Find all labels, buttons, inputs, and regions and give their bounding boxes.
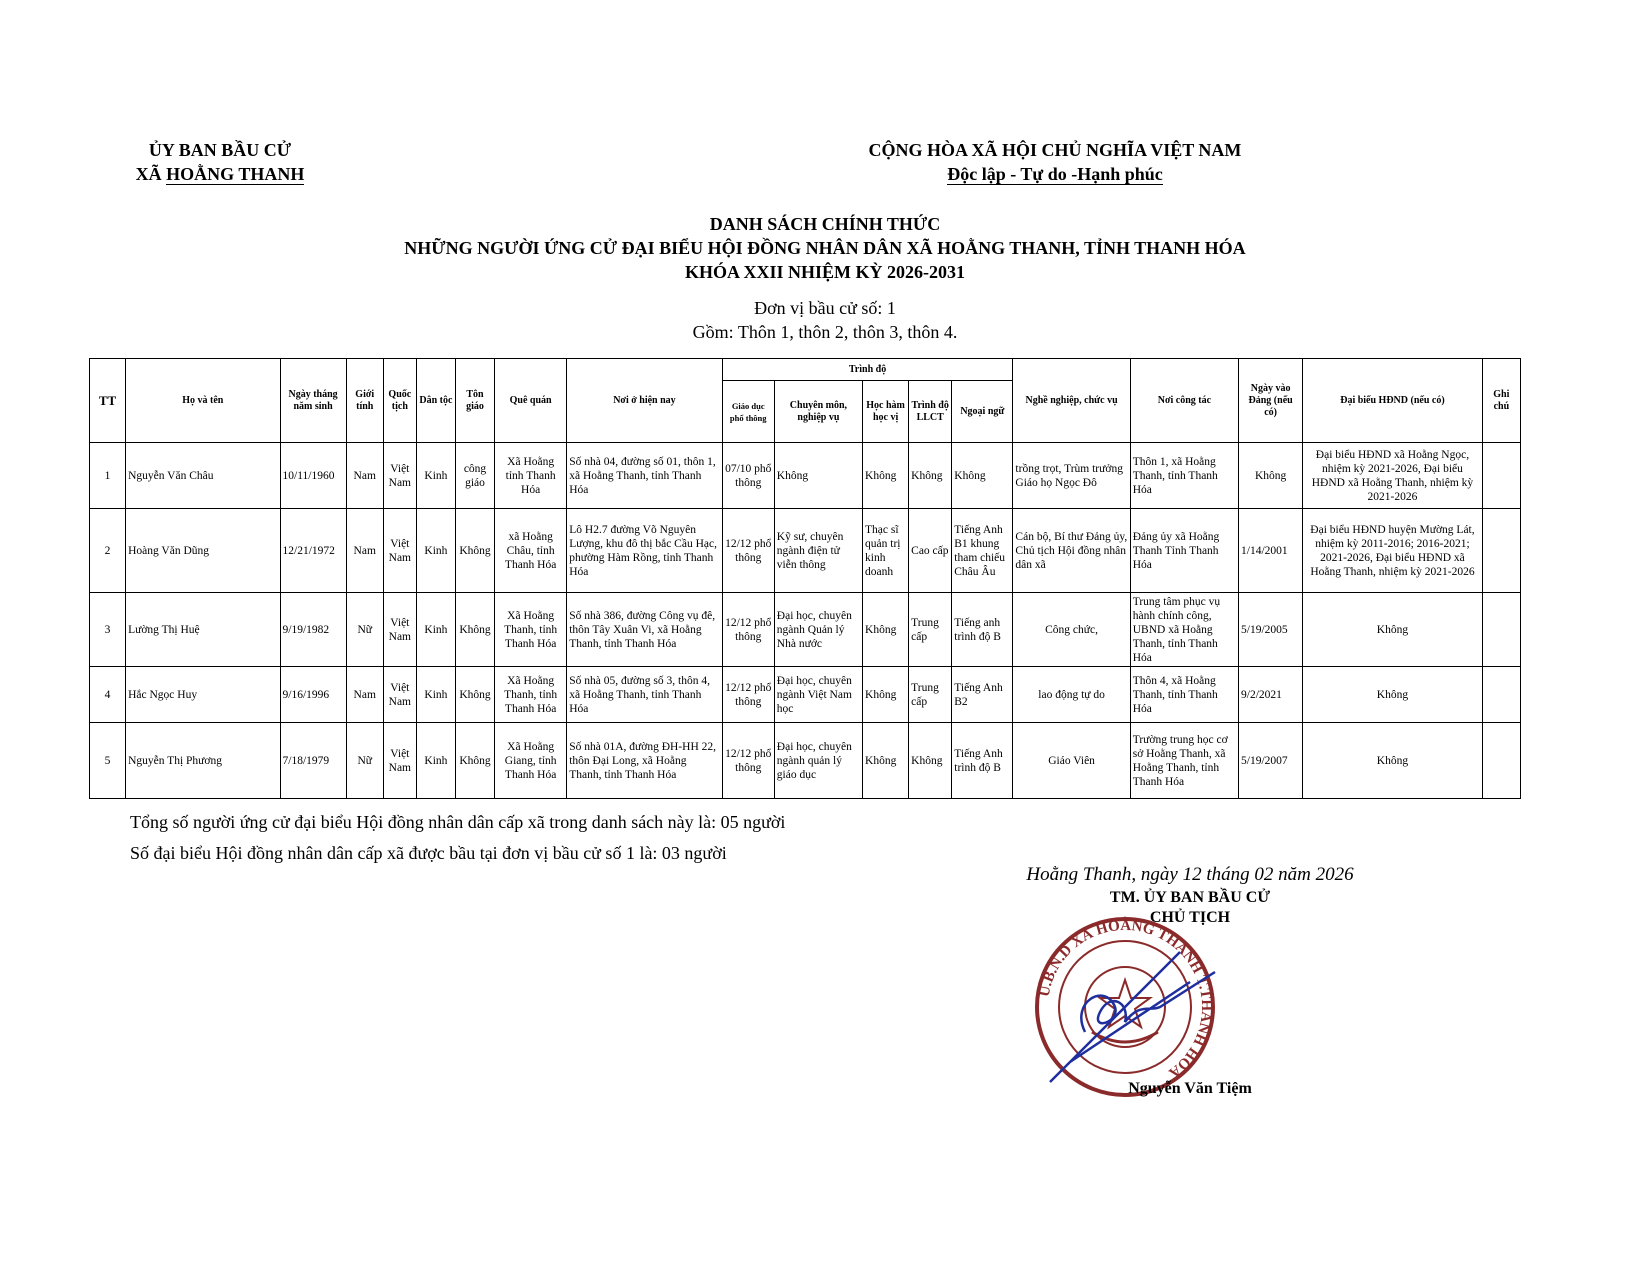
name-cell: Hắc Ngọc Huy — [126, 667, 280, 723]
ethnicity-cell: Kinh — [416, 443, 455, 509]
religion-cell: Không — [455, 509, 494, 593]
general-edu-cell: 12/12 phổ thông — [722, 509, 774, 593]
signing-title: CHỦ TỊCH — [1149, 909, 1231, 926]
col-academic: Học hàm học vị — [863, 381, 909, 443]
gender-cell: Nam — [346, 443, 383, 509]
col-specialty: Chuyên môn, nghiệp vụ — [774, 381, 862, 443]
col-language: Ngoại ngữ — [952, 381, 1013, 443]
summary-total: Tổng số người ứng cử đại biểu Hội đồng nhân dân cấp xã trong danh sách này là: 05 người — [130, 812, 786, 832]
political-cell: Không — [909, 723, 952, 799]
workplace-cell: Thôn 1, xã Hoằng Thanh, tỉnh Thanh Hóa — [1130, 443, 1238, 509]
council-cell: Đại biểu HĐND huyện Mường Lát, nhiệm kỳ 2011-2016; 2016-2021; 2021-2026, Đại biểu HĐND xã Hoằng Thanh, nhiệm kỳ 2021-2026 — [1303, 509, 1483, 593]
note-cell — [1482, 667, 1520, 723]
party-date-cell: Không — [1239, 443, 1303, 509]
col-ethnicity: Dân tộc — [416, 359, 455, 443]
nationality-cell: Việt Nam — [383, 509, 416, 593]
council-cell: Không — [1303, 723, 1483, 799]
dob-cell: 9/19/1982 — [280, 593, 346, 667]
col-tt-cell: 5 — [90, 723, 126, 799]
dob-cell: 7/18/1979 — [280, 723, 346, 799]
occupation-cell: Cán bộ, Bí thư Đảng ủy, Chủ tịch Hội đồng nhân dân xã — [1013, 509, 1130, 593]
religion-cell: Không — [455, 723, 494, 799]
specialty-cell: Đại học, chuyên ngành Việt Nam học — [774, 667, 862, 723]
dob-cell: 10/11/1960 — [280, 443, 346, 509]
col-workplace: Nơi công tác — [1130, 359, 1238, 443]
note-cell — [1482, 593, 1520, 667]
party-date-cell: 1/14/2001 — [1239, 509, 1303, 593]
authority-line2-prefix: XÃ — [135, 164, 167, 184]
gender-cell: Nữ — [346, 593, 383, 667]
note-cell — [1482, 723, 1520, 799]
hometown-cell: Xã Hoằng Thanh, tỉnh Thanh Hóa — [495, 593, 567, 667]
residence-cell: Số nhà 05, đường số 3, thôn 4, xã Hoằng Thanh, tỉnh Thanh Hóa — [567, 667, 722, 723]
col-nationality: Quốc tịch — [383, 359, 416, 443]
col-religion: Tôn giáo — [455, 359, 494, 443]
name-cell: Hoàng Văn Dũng — [126, 509, 280, 593]
table-row — [90, 593, 1521, 667]
table-header-row — [90, 359, 1521, 381]
col-tt-cell: 1 — [90, 443, 126, 509]
residence-cell: Số nhà 386, đường Công vụ đê, thôn Tây Xuân Vi, xã Hoằng Thanh, tỉnh Thanh Hóa — [567, 593, 722, 667]
nationality-cell: Việt Nam — [383, 667, 416, 723]
residence-cell: Lô H2.7 đường Võ Nguyên Lượng, khu đô thị bắc Cầu Hạc, phường Hàm Rồng, tỉnh Thanh Hóa — [567, 509, 722, 593]
gender-cell: Nam — [346, 509, 383, 593]
col-dob: Ngày tháng năm sinh — [280, 359, 346, 443]
specialty-cell: Đại học, chuyên ngành Quản lý Nhà nước — [774, 593, 862, 667]
religion-cell: công giáo — [455, 443, 494, 509]
motto: Độc lập - Tự do -Hạnh phúc — [947, 164, 1163, 184]
issuing-authority — [95, 138, 345, 186]
unit-number: Đơn vị bầu cử số: 1 — [754, 298, 896, 318]
note-cell — [1482, 443, 1520, 509]
name-cell: Nguyễn Văn Châu — [126, 443, 280, 509]
table-row — [90, 443, 1521, 509]
title-line1: DANH SÁCH CHÍNH THỨC — [709, 214, 941, 234]
residence-cell: Số nhà 01A, đường ĐH-HH 22, thôn Đại Long, xã Hoằng Thanh, tỉnh Thanh Hóa — [567, 723, 722, 799]
col-party-date: Ngày vào Đảng (nếu có) — [1239, 359, 1303, 443]
dob-cell: 12/21/1972 — [280, 509, 346, 593]
council-cell: Không — [1303, 593, 1483, 667]
col-education-group: Trình độ — [722, 359, 1013, 381]
academic-cell: Không — [863, 593, 909, 667]
authority-line2-underlined: HOẰNG THANH — [166, 164, 305, 184]
occupation-cell: lao động tự do — [1013, 667, 1130, 723]
col-tt-cell: 4 — [90, 667, 126, 723]
document-title — [0, 212, 1650, 284]
authority-line2 — [95, 162, 345, 186]
place-date: Hoằng Thanh, ngày 12 tháng 02 năm 2026 — [1026, 864, 1354, 885]
col-tt-cell: 3 — [90, 593, 126, 667]
religion-cell: Không — [455, 593, 494, 667]
nationality-cell: Việt Nam — [383, 593, 416, 667]
signer-name: Nguyễn Văn Tiệm — [1128, 1080, 1252, 1097]
political-cell: Trung cấp — [909, 667, 952, 723]
title-line2: NHỮNG NGƯỜI ỨNG CỬ ĐẠI BIỂU HỘI ĐỒNG NHÂN DÂN XÃ HOẰNG THANH, TỈNH THANH HÓA — [404, 238, 1246, 258]
ethnicity-cell: Kinh — [416, 667, 455, 723]
name-cell: Lường Thị Huệ — [126, 593, 280, 667]
language-cell: Không — [952, 443, 1013, 509]
ethnicity-cell: Kinh — [416, 509, 455, 593]
specialty-cell: Kỹ sư, chuyên ngành điện tử viễn thông — [774, 509, 862, 593]
signing-org: TM. ỦY BAN BẦU CỬ — [1109, 889, 1271, 906]
col-political: Trình độ LLCT — [909, 381, 952, 443]
hometown-cell: xã Hoằng Châu, tỉnh Thanh Hóa — [495, 509, 567, 593]
col-note: Ghi chú — [1482, 359, 1520, 443]
specialty-cell: Không — [774, 443, 862, 509]
political-cell: Trung cấp — [909, 593, 952, 667]
gender-cell: Nữ — [346, 723, 383, 799]
occupation-cell: Công chức, — [1013, 593, 1130, 667]
party-date-cell: 9/2/2021 — [1239, 667, 1303, 723]
party-date-cell: 5/19/2007 — [1239, 723, 1303, 799]
workplace-cell: Đảng ủy xã Hoằng Thanh Tỉnh Thanh Hóa — [1130, 509, 1238, 593]
col-gender: Giới tính — [346, 359, 383, 443]
hometown-cell: Xã Hoằng Thanh, tỉnh Thanh Hóa — [495, 667, 567, 723]
summary-elected: Số đại biểu Hội đồng nhân dân cấp xã được bầu tại đơn vị bầu cử số 1 là: 03 người — [130, 843, 727, 863]
table-row — [90, 509, 1521, 593]
general-edu-cell: 12/12 phổ thông — [722, 667, 774, 723]
col-tt: TT — [90, 359, 126, 443]
occupation-cell: trồng trọt, Trùm trưởng Giáo họ Ngọc Đô — [1013, 443, 1130, 509]
nationality-cell: Việt Nam — [383, 723, 416, 799]
academic-cell: Không — [863, 723, 909, 799]
col-hometown: Quê quán — [495, 359, 567, 443]
authority-line1: ỦY BAN BẦU CỬ — [148, 140, 292, 160]
academic-cell: Không — [863, 443, 909, 509]
political-cell: Không — [909, 443, 952, 509]
col-occupation: Nghề nghiệp, chức vụ — [1013, 359, 1130, 443]
note-cell — [1482, 509, 1520, 593]
council-cell: Đại biểu HĐND xã Hoằng Ngọc, nhiệm kỳ 2021-2026, Đại biểu HĐND xã Hoằng Thanh, nhiệm kỳ 2021-2026 — [1303, 443, 1483, 509]
col-tt-cell: 2 — [90, 509, 126, 593]
official-seal — [1030, 912, 1220, 1102]
col-council: Đại biểu HĐND (nếu có) — [1303, 359, 1483, 443]
academic-cell: Thạc sĩ quản trị kinh doanh — [863, 509, 909, 593]
name-cell: Nguyễn Thị Phương — [126, 723, 280, 799]
ethnicity-cell: Kinh — [416, 593, 455, 667]
hometown-cell: Xã Hoằng tỉnh Thanh Hóa — [495, 443, 567, 509]
language-cell: Tiếng anh trình độ B — [952, 593, 1013, 667]
electoral-unit — [0, 296, 1650, 344]
col-name: Họ và tên — [126, 359, 280, 443]
hometown-cell: Xã Hoằng Giang, tỉnh Thanh Hóa — [495, 723, 567, 799]
general-edu-cell: 12/12 phổ thông — [722, 593, 774, 667]
religion-cell: Không — [455, 667, 494, 723]
workplace-cell: Trung tâm phục vụ hành chính công, UBND xã Hoằng Thanh, tỉnh Thanh Hóa — [1130, 593, 1238, 667]
unit-villages: Gồm: Thôn 1, thôn 2, thôn 3, thôn 4. — [692, 322, 958, 342]
academic-cell: Không — [863, 667, 909, 723]
national-motto — [840, 138, 1270, 186]
specialty-cell: Đại học, chuyên ngành quản lý giáo dục — [774, 723, 862, 799]
table-row — [90, 723, 1521, 799]
general-edu-cell: 12/12 phổ thông — [722, 723, 774, 799]
general-edu-cell: 07/10 phổ thông — [722, 443, 774, 509]
nationality-cell: Việt Nam — [383, 443, 416, 509]
table-row — [90, 667, 1521, 723]
gender-cell: Nam — [346, 667, 383, 723]
dob-cell: 9/16/1996 — [280, 667, 346, 723]
ethnicity-cell: Kinh — [416, 723, 455, 799]
workplace-cell: Trường trung học cơ sở Hoằng Thanh, xã Hoằng Thanh, tỉnh Thanh Hóa — [1130, 723, 1238, 799]
workplace-cell: Thôn 4, xã Hoằng Thanh, tỉnh Thanh Hóa — [1130, 667, 1238, 723]
residence-cell: Số nhà 04, đường số 01, thôn 1, xã Hoằng Thanh, tỉnh Thanh Hóa — [567, 443, 722, 509]
language-cell: Tiếng Anh trình độ B — [952, 723, 1013, 799]
council-cell: Không — [1303, 667, 1483, 723]
language-cell: Tiếng Anh B2 — [952, 667, 1013, 723]
language-cell: Tiếng Anh B1 khung tham chiếu Châu Âu — [952, 509, 1013, 593]
political-cell: Cao cấp — [909, 509, 952, 593]
occupation-cell: Giáo Viên — [1013, 723, 1130, 799]
col-general-edu: Giáo dục phổ thông — [722, 381, 774, 443]
col-residence: Nơi ở hiện nay — [567, 359, 722, 443]
party-date-cell: 5/19/2005 — [1239, 593, 1303, 667]
seal-inscription: U.B.N.D XÃ HOẰNG THANH T.THANH HÓA — [1036, 917, 1215, 1081]
country-name: CỘNG HÒA XÃ HỘI CHỦ NGHĨA VIỆT NAM — [868, 140, 1242, 160]
title-line3: KHÓA XXII NHIỆM KỲ 2026-2031 — [684, 262, 965, 282]
candidate-table — [89, 358, 1521, 799]
